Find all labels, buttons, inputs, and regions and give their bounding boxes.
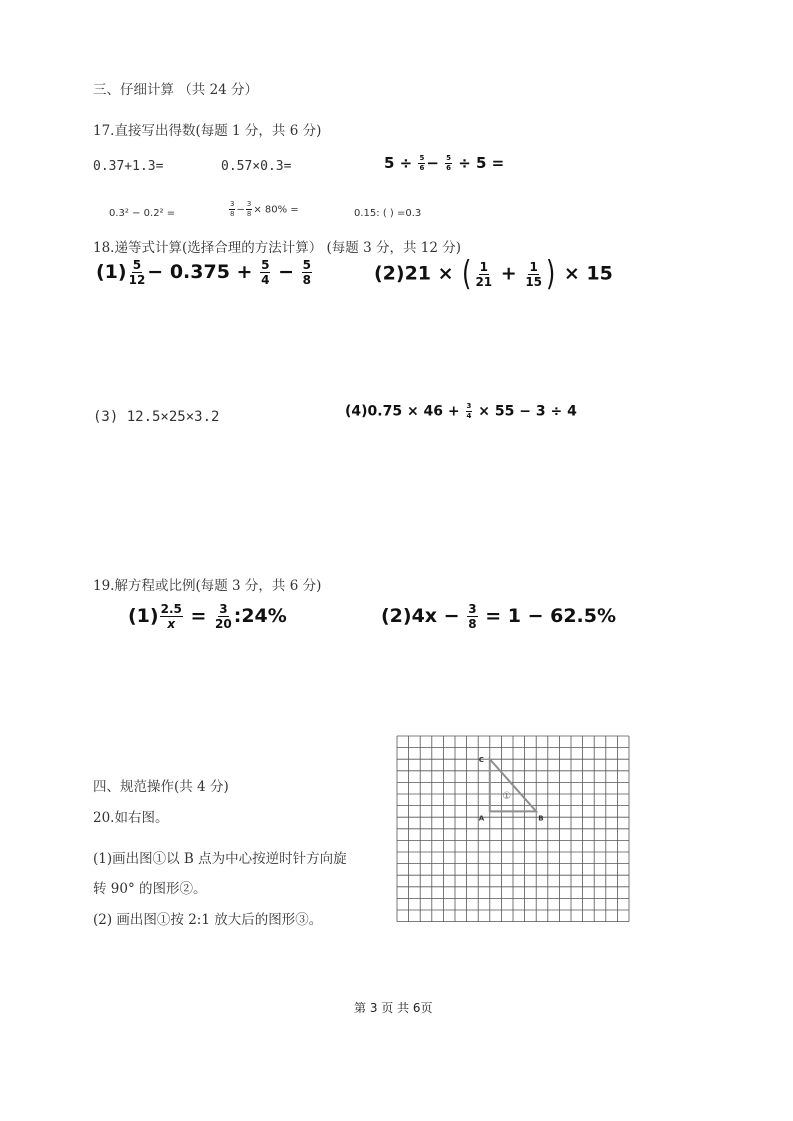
q18-problem-2: (2)21 × ( $\frac{1}{21}$ + $\frac{1}{15}$ ) × 15: [374, 254, 613, 294]
fraction: $\frac{3}{4}$: [466, 402, 472, 420]
q17-item-6: 0.15: ( ) =0.3: [354, 208, 422, 219]
fraction: $\frac{3}{8}$: [230, 200, 235, 218]
fraction: $\frac{3}{8}$: [468, 602, 477, 631]
q20-instruction-1: (1)画出图①以 B 点为中心按逆时针方向旋: [93, 851, 347, 867]
fraction: $\frac{1}{15}$: [525, 259, 543, 289]
page-footer: 第 3 页 共 6页: [354, 1001, 433, 1015]
fraction: $\frac{1}{21}$: [475, 259, 493, 289]
q17-heading: 17.直接写出得数(每题 1 分，共 6 分): [93, 123, 322, 139]
q20-heading: 20.如右图。: [93, 810, 169, 826]
q17-item-2: 0.57×0.3=: [221, 159, 292, 174]
q19-heading: 19.解方程或比例(每题 3 分，共 6 分): [93, 578, 322, 594]
q19-problem-1: (1) $\frac{2.5}{x}$ = $\frac{3}{20}$ :24%: [128, 602, 287, 631]
q18-heading: 18.递等式计算(选择合理的方法计算） (每题 3 分，共 12 分): [93, 240, 461, 256]
q18-problem-4: (4)0.75 × 46 + $\frac{3}{4}$ × 55 − 3 ÷ 4: [345, 402, 577, 420]
q17-item-1: 0.37+1.3=: [93, 159, 164, 174]
q17-item-4: 0.3² − 0.2² =: [109, 208, 176, 219]
grid-figure: [394, 734, 634, 930]
fraction: $\frac{5}{6}$: [419, 154, 425, 172]
q17-item-3: 5 ÷ $\frac{5}{6}$ − $\frac{5}{6}$ ÷ 5 =: [384, 154, 505, 172]
q19-problem-2: (2)4x − $\frac{3}{8}$ = 1 − 62.5%: [381, 602, 617, 631]
shape-label-1: ①: [502, 791, 512, 802]
fraction: $\frac{5}{6}$: [446, 154, 451, 172]
fraction: $\frac{5}{12}$: [128, 258, 146, 287]
q20-instruction-1-cont: 转 90° 的图形②。: [93, 881, 207, 897]
q17-item-5: $\frac{3}{8}$ − $\frac{3}{8}$ × 80% =: [230, 200, 299, 218]
point-label-c: C: [478, 756, 484, 765]
point-label-a: A: [478, 814, 485, 823]
grid-lines: [397, 736, 629, 922]
section-3-title: 三、仔细计算 （共 24 分）: [93, 82, 259, 98]
fraction: $\frac{2.5}{x}$: [160, 602, 182, 631]
fraction: $\frac{3}{8}$: [246, 200, 252, 218]
fraction: $\frac{5}{8}$: [302, 258, 311, 287]
fraction: $\frac{5}{4}$: [261, 258, 270, 287]
point-label-b: B: [538, 814, 544, 823]
section-4-title: 四、规范操作(共 4 分): [93, 779, 229, 795]
triangle-shape: [479, 756, 544, 822]
q18-problem-1: (1) $\frac{5}{12}$ − 0.375 + $\frac{5}{4}$ − $\frac{5}{8}$: [96, 258, 311, 287]
q18-problem-3: (3) 12.5×25×3.2: [93, 409, 220, 425]
fraction: $\frac{3}{20}$: [215, 602, 232, 631]
q20-instruction-2: (2) 画出图①按 2:1 放大后的图形③。: [93, 912, 323, 928]
